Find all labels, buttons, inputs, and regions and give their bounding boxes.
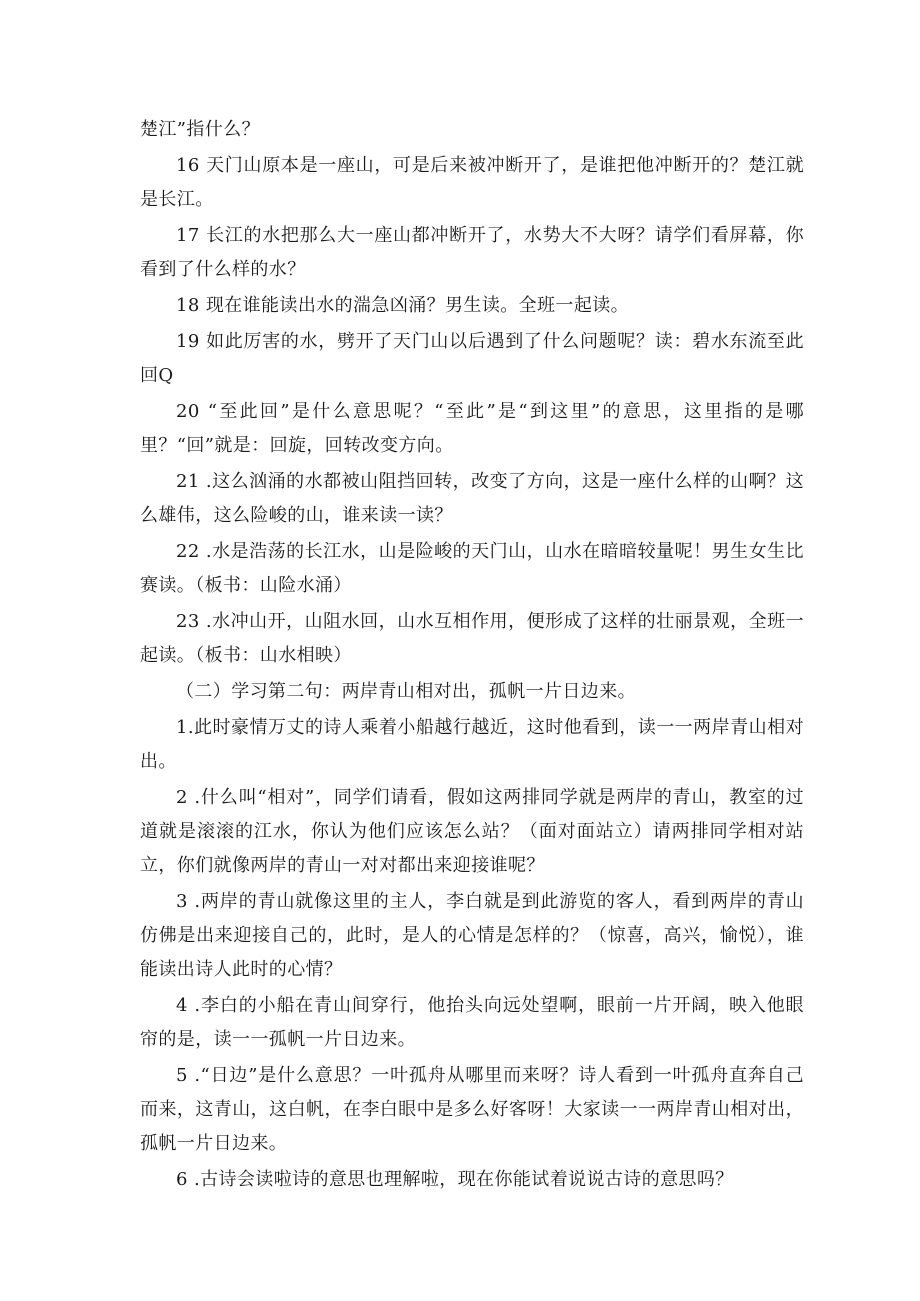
paragraph: 2 .什么叫“相对”，同学们请看，假如这两排同学就是两岸的青山，教室的过道就是滚滚的江水，你认为他们应该怎么站？（面对面站立）请两排同学相对站立，你们就像两岸的青山一对对都出来迎接谁呢？	[140, 787, 804, 876]
paragraph: 17 长江的水把那么大一座山都冲断开了，水势大不大呀？请学们看屏幕，你看到了什么样的水？	[140, 225, 804, 280]
paragraph: 22 .水是浩荡的长江水，山是险峻的天门山，山水在暗暗较量呢！男生女生比赛读。（板书：山险水涌）	[140, 541, 804, 596]
paragraph: 4 .李白的小船在青山间穿行，他抬头向远处望啊，眼前一片开阔，映入他眼帘的是，读一一孤帆一片日边来。	[140, 995, 804, 1050]
paragraph: 20 “至此回”是什么意思呢？“至此”是“到这里”的意思，这里指的是哪里？“回”就是：回旋，回转改变方向。	[140, 401, 804, 456]
paragraph: 18 现在谁能读出水的湍急凶涌？男生读。全班一起读。	[176, 295, 630, 316]
paragraph: 5 .“日边”是什么意思？一叶孤舟从哪里而来呀？诗人看到一叶孤舟直奔自己而来，这青山，这白帆，在李白眼中是多么好客呀！大家读一一两岸青山相对出，孤帆一片日边来。	[140, 1065, 804, 1154]
paragraph: 3 .两岸的青山就像这里的主人，李白就是到此游览的客人，看到两岸的青山仿佛是出来迎接自己的，此时，是人的心情是怎样的？（惊喜，高兴，愉悦），谁能读出诗人此时的心情？	[140, 891, 804, 980]
document-body	[140, 113, 804, 1199]
paragraph: 23 .水冲山开，山阻水回，山水互相作用，便形成了这样的壮丽景观，全班一起读。（板书：山水相映）	[140, 611, 804, 666]
paragraph: 1.此时豪情万丈的诗人乘着小船越行越近，这时他看到，读一一两岸青山相对出。	[140, 717, 804, 772]
paragraph: 19 如此厉害的水，劈开了天门山以后遇到了什么问题呢？读：碧水东流至此回Q	[140, 331, 804, 386]
paragraph: 6 .古诗会读啦诗的意思也理解啦，现在你能试着说说古诗的意思吗？	[176, 1169, 734, 1190]
paragraph: 21 .这么汹涌的水都被山阻挡回转，改变了方向，这是一座什么样的山啊？这么雄伟，这么险峻的山，谁来读一读？	[140, 471, 804, 526]
paragraph: 16 天门山原本是一座山，可是后来被冲断开了，是谁把他冲断开的？楚江就是长江。	[140, 155, 804, 210]
section-heading: （二）学习第二句：两岸青山相对出，孤帆一片日边来。	[176, 681, 636, 702]
paragraph: 楚江”指什么？	[140, 119, 261, 140]
